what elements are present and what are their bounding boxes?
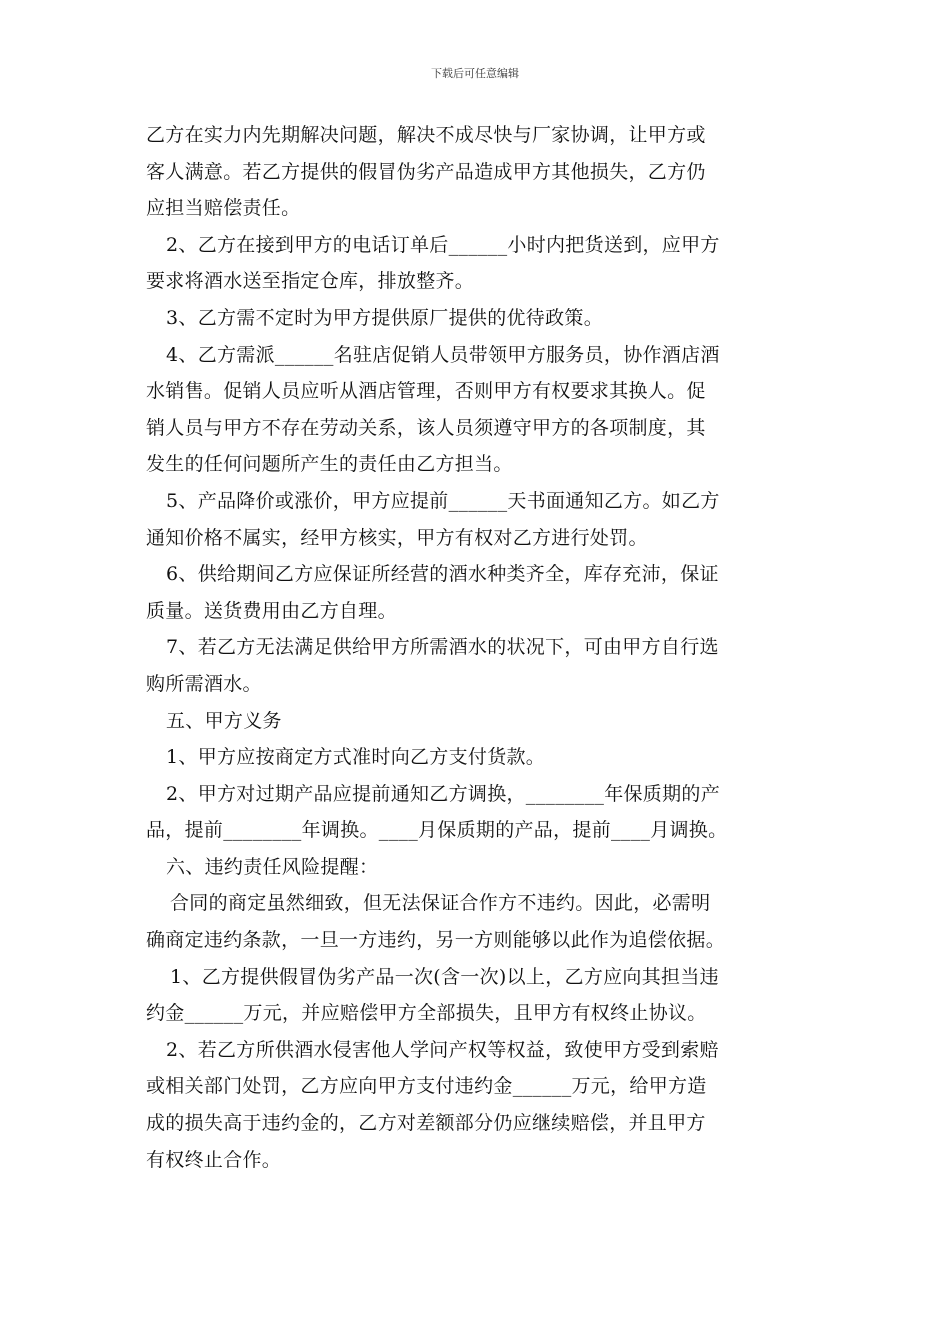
text-line: 或相关部门处罚，乙方应向甲方支付违约金______万元，给甲方造 bbox=[146, 1075, 707, 1098]
text-line: 通知价格不属实，经甲方核实，甲方有权对乙方进行处罚。 bbox=[146, 526, 648, 549]
page-header: 下载后可任意编辑 bbox=[431, 67, 519, 80]
section-heading: 五、甲方义务 bbox=[166, 709, 282, 732]
section-heading: 六、违约责任风险提醒： bbox=[166, 855, 379, 878]
clause-line: 2、若乙方所供酒水侵害他人学问产权等权益，致使甲方受到索赔 bbox=[166, 1038, 719, 1061]
clause-line: 3、乙方需不定时为甲方提供原厂提供的优待政策。 bbox=[166, 306, 603, 329]
clause-line: 7、若乙方无法满足供给甲方所需酒水的状况下，可由甲方自行选 bbox=[166, 636, 719, 659]
clause-line: 6、供给期间乙方应保证所经营的酒水种类齐全，库存充沛，保证 bbox=[166, 563, 719, 586]
document-body bbox=[146, 117, 808, 1178]
clause-line: 4、乙方需派______名驻店促销人员带领甲方服务员，协作酒店酒 bbox=[166, 343, 720, 366]
clause-line: 5、产品降价或涨价，甲方应提前______天书面通知乙方。如乙方 bbox=[166, 489, 720, 512]
text-line: 客人满意。若乙方提供的假冒伪劣产品造成甲方其他损失，乙方仍 bbox=[146, 160, 706, 183]
text-line: 成的损失高于违约金的，乙方对差额部分仍应继续赔偿，并且甲方 bbox=[146, 1112, 706, 1135]
text-line: 乙方在实力内先期解决问题，解决不成尽快与厂家协调，让甲方或 bbox=[146, 124, 706, 146]
text-line: 约金______万元，并应赔偿甲方全部损失，且甲方有权终止协议。 bbox=[146, 1002, 707, 1025]
text-line: 确商定违约条款，一旦一方违约，另一方则能够以此作为追偿依据。 bbox=[146, 929, 726, 952]
text-line: 购所需酒水。 bbox=[146, 672, 262, 695]
text-line: 发生的任何问题所产生的责任由乙方担当。 bbox=[146, 453, 513, 476]
text-line: 品，提前________年调换。____月保质期的产品，提前____月调换。 bbox=[146, 819, 728, 842]
clause-line: 2、甲方对过期产品应提前通知乙方调换，________年保质期的产 bbox=[166, 782, 720, 805]
text-line: 要求将酒水送至指定仓库，排放整齐。 bbox=[146, 270, 475, 293]
text-line: 质量。送货费用由乙方自理。 bbox=[146, 599, 397, 622]
text-line: 水销售。促销人员应听从酒店管理，否则甲方有权要求其换人。促 bbox=[146, 380, 706, 403]
text-line: 应担当赔偿责任。 bbox=[146, 197, 301, 220]
clause-line: 合同的商定虽然细致，但无法保证合作方不违约。因此，必需明 bbox=[170, 892, 711, 915]
text-line: 有权终止合作。 bbox=[146, 1148, 282, 1171]
clause-line: 1、乙方提供假冒伪劣产品一次(含一次)以上，乙方应向其担当违 bbox=[170, 965, 719, 988]
clause-line: 2、乙方在接到甲方的电话订单后______小时内把货送到，应甲方 bbox=[166, 233, 720, 256]
text-line: 销人员与甲方不存在劳动关系，该人员须遵守甲方的各项制度，其 bbox=[146, 416, 706, 439]
clause-line: 1、甲方应按商定方式准时向乙方支付货款。 bbox=[166, 746, 546, 769]
